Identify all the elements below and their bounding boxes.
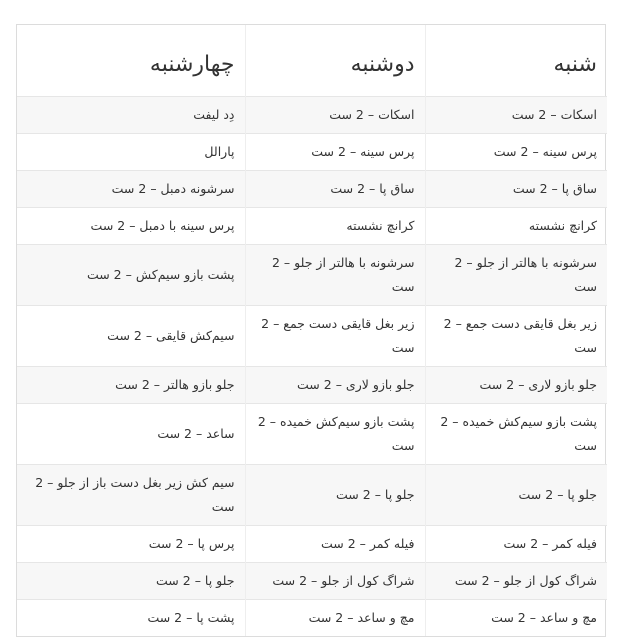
- table-row: [17, 403, 607, 464]
- table-cell: شراگ کول از جلو – 2 ست: [245, 562, 425, 599]
- table-row: [17, 305, 607, 366]
- table-cell: جلو پا – 2 ست: [245, 464, 425, 525]
- workout-schedule-table: [17, 25, 607, 636]
- table-cell: کرانچ نشسته: [425, 207, 607, 244]
- table-cell: سیم کش زیر بغل دست باز از جلو – 2 ست: [17, 464, 245, 525]
- table-cell: پشت بازو سیم‌کش – 2 ست: [17, 244, 245, 305]
- table-cell: ساعد – 2 ست: [17, 403, 245, 464]
- table-cell: سرشونه با هالتر از جلو – 2 ست: [425, 244, 607, 305]
- table-cell: ساق پا – 2 ست: [245, 170, 425, 207]
- table-cell: مچ و ساعد – 2 ست: [245, 599, 425, 636]
- table-cell: فیله کمر – 2 ست: [425, 525, 607, 562]
- header-wednesday: چهارشنبه: [149, 51, 235, 77]
- table-cell: پرس سینه با دمبل – 2 ست: [17, 207, 245, 244]
- table-cell: پارالل: [17, 133, 245, 170]
- table-cell: جلو پا – 2 ست: [17, 562, 245, 599]
- table-cell: پرس سینه – 2 ست: [245, 133, 425, 170]
- table-cell: پشت بازو سیم‌کش خمیده – 2 ست: [425, 403, 607, 464]
- table-cell: پرس سینه – 2 ست: [425, 133, 607, 170]
- table-cell: اسکات – 2 ست: [425, 96, 607, 133]
- table-cell: پشت بازو سیم‌کش خمیده – 2 ست: [245, 403, 425, 464]
- table-cell: جلو بازو لاری – 2 ست: [245, 366, 425, 403]
- table-cell: سیم‌کش قایقی – 2 ست: [17, 305, 245, 366]
- table-cell: زیر بغل قایقی دست جمع – 2 ست: [245, 305, 425, 366]
- table-cell: جلو بازو لاری – 2 ست: [425, 366, 607, 403]
- table-cell: پرس پا – 2 ست: [17, 525, 245, 562]
- table-cell: جلو پا – 2 ست: [425, 464, 607, 525]
- table-row: [17, 133, 607, 170]
- table-cell: سرشونه دمبل – 2 ست: [17, 170, 245, 207]
- table-cell: پشت پا – 2 ست: [17, 599, 245, 636]
- table-header-row: [17, 25, 607, 96]
- table-cell: شراگ کول از جلو – 2 ست: [425, 562, 607, 599]
- table-cell: دِد لیفت: [17, 96, 245, 133]
- table-row: [17, 96, 607, 133]
- table-row: [17, 244, 607, 305]
- table-row: [17, 170, 607, 207]
- table-row: [17, 366, 607, 403]
- table-cell: جلو بازو هالتر – 2 ست: [17, 366, 245, 403]
- table-cell: فیله کمر – 2 ست: [245, 525, 425, 562]
- table-row: [17, 525, 607, 562]
- table-cell: اسکات – 2 ست: [245, 96, 425, 133]
- header-saturday: شنبه: [425, 25, 607, 96]
- table-row: [17, 562, 607, 599]
- table-row: [17, 464, 607, 525]
- table-row: [17, 207, 607, 244]
- table-cell: مچ و ساعد – 2 ست: [425, 599, 607, 636]
- table-cell: سرشونه با هالتر از جلو – 2 ست: [245, 244, 425, 305]
- table-cell: زیر بغل قایقی دست جمع – 2 ست: [425, 305, 607, 366]
- workout-table-container: [16, 24, 606, 637]
- table-cell: ساق پا – 2 ست: [425, 170, 607, 207]
- table-cell: کرانچ نشسته: [245, 207, 425, 244]
- table-row: [17, 599, 607, 636]
- header-monday: دوشنبه: [245, 25, 425, 96]
